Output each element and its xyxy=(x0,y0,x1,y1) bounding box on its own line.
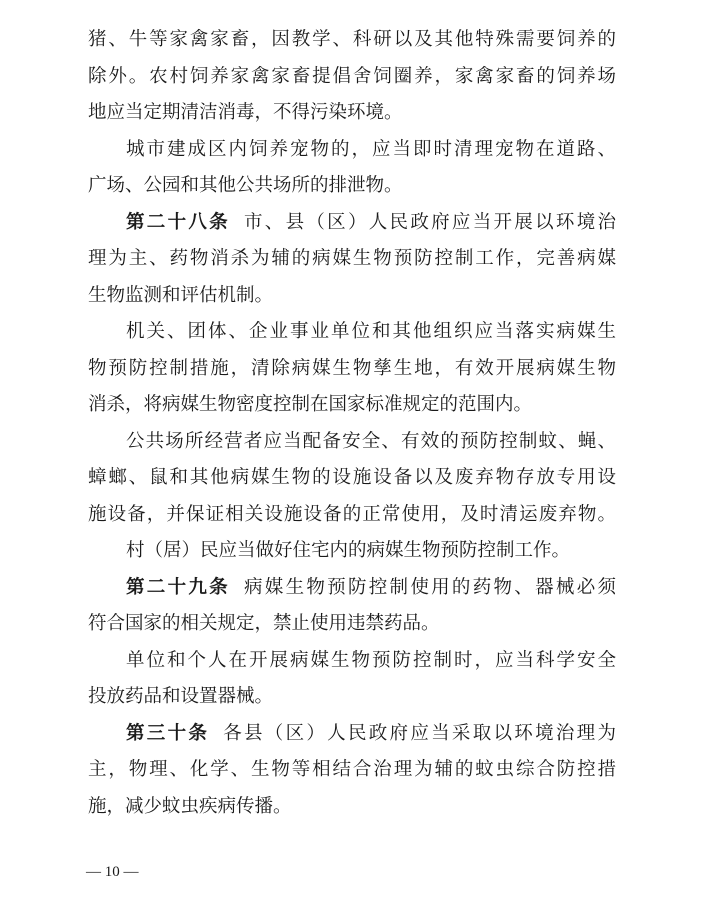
text-line: 主，物理、化学、生物等相结合治理为辅的蚊虫综合防控措 xyxy=(88,759,616,780)
page-number: — 10 — xyxy=(86,864,139,880)
article-heading-line: 第二十八条 市、县（区）人民政府应当开展以环境治 xyxy=(126,212,616,233)
article-number: 第三十条 xyxy=(126,723,210,744)
article-heading-line: 第二十九条 病媒生物预防控制使用的药物、器械必须 xyxy=(126,577,616,598)
text-line: 施设备，并保证相关设施设备的正常使用，及时清运废弃物。 xyxy=(88,504,616,525)
text-line: 公共场所经营者应当配备安全、有效的预防控制蚊、蝇、 xyxy=(126,431,616,452)
text-line: 蟑螂、鼠和其他病媒生物的设施设备以及废弃物存放专用设 xyxy=(88,467,616,488)
text-line: 除外。农村饲养家禽家畜提倡舍饲圈养，家禽家畜的饲养场 xyxy=(88,66,616,87)
text-line: 投放药品和设置器械。 xyxy=(88,686,274,707)
text-line: 广场、公园和其他公共场所的排泄物。 xyxy=(88,175,403,196)
text-line: 施，减少蚊虫疾病传播。 xyxy=(88,796,292,817)
article-number: 第二十八条 xyxy=(126,212,230,233)
text-line: 村（居）民应当做好住宅内的病媒生物预防控制工作。 xyxy=(126,540,571,561)
text-line: 单位和个人在开展病媒生物预防控制时，应当科学安全 xyxy=(126,650,616,671)
text-line: 机关、团体、企业事业单位和其他组织应当落实病媒生 xyxy=(126,321,616,342)
article-heading-line: 第三十条 各县（区）人民政府应当采取以环境治理为 xyxy=(126,723,616,744)
text-line: 城市建成区内饲养宠物的，应当即时清理宠物在道路、 xyxy=(126,139,616,160)
text-line: 物预防控制措施，清除病媒生物孳生地，有效开展病媒生物 xyxy=(88,358,616,379)
text-line: 生物监测和评估机制。 xyxy=(88,285,274,306)
text-line: 符合国家的相关规定，禁止使用违禁药品。 xyxy=(88,613,440,634)
text-line: 消杀，将病媒生物密度控制在国家标准规定的范围内。 xyxy=(88,394,533,415)
article-number: 第二十九条 xyxy=(126,577,230,598)
text-line: 猪、牛等家禽家畜，因教学、科研以及其他特殊需要饲养的 xyxy=(88,29,616,50)
text-line: 理为主、药物消杀为辅的病媒生物预防控制工作，完善病媒 xyxy=(88,248,616,269)
text-line: 地应当定期清洁消毒，不得污染环境。 xyxy=(88,102,403,123)
